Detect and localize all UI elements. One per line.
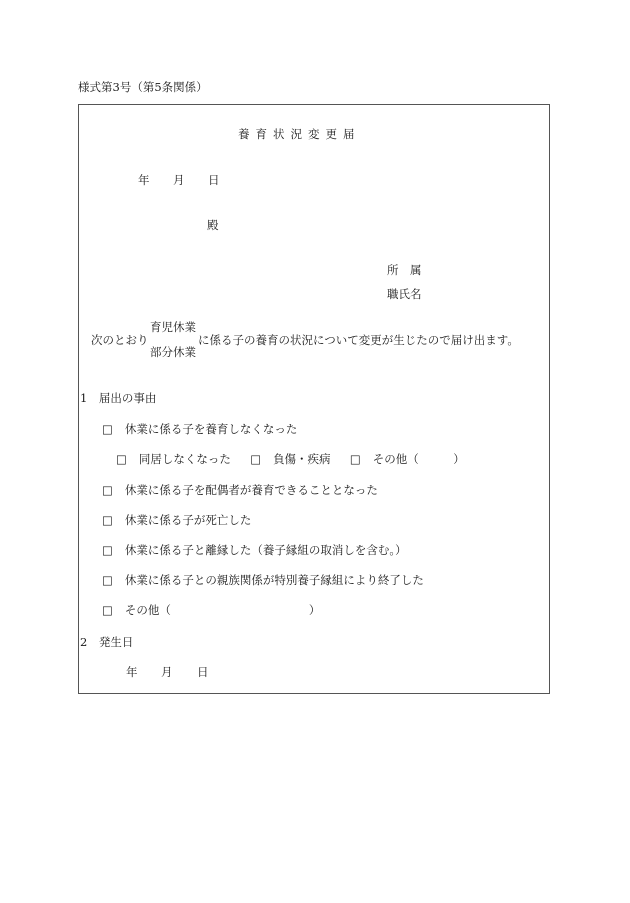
section-2-heading: 2 発生日 bbox=[80, 635, 134, 649]
date-year: 年 bbox=[138, 173, 150, 187]
checkbox-icon[interactable]: □ bbox=[102, 603, 113, 617]
reason-item bbox=[102, 424, 297, 436]
reason-item bbox=[102, 545, 407, 557]
reason-sub-items bbox=[116, 454, 465, 466]
checkbox-icon[interactable]: □ bbox=[349, 452, 361, 466]
section-1-heading: 1 届出の事由 bbox=[80, 391, 157, 405]
form-title: 養育状況変更届 bbox=[238, 127, 361, 141]
reason-label: 休業に係る子を配偶者が養育できることとなった bbox=[124, 483, 378, 497]
reason-label: 休業に係る子との親族関係が特別養子縁組により終了した bbox=[124, 573, 424, 587]
checkbox-icon[interactable]: □ bbox=[102, 543, 113, 557]
occurrence-month: 月 bbox=[161, 665, 173, 679]
statement-suffix: に係る子の養育の状況について変更が生じたので届け出ます。 bbox=[198, 333, 519, 347]
checkbox-icon[interactable]: □ bbox=[102, 483, 113, 497]
statement-option-partial-leave: 部分休業 bbox=[150, 345, 196, 359]
reason-label: 休業に係る子が死亡した bbox=[124, 513, 252, 527]
reason-item bbox=[102, 485, 378, 497]
reason-label: その他（ ） bbox=[124, 603, 321, 617]
occurrence-day: 日 bbox=[197, 665, 209, 679]
statement-prefix: 次のとおり bbox=[91, 333, 149, 347]
reason-item bbox=[102, 515, 251, 527]
date-day: 日 bbox=[208, 173, 220, 187]
sub-item-label: その他（ ） bbox=[372, 452, 465, 466]
date-month: 月 bbox=[173, 173, 185, 187]
addressee-suffix: 殿 bbox=[207, 218, 219, 232]
checkbox-icon[interactable]: □ bbox=[102, 422, 113, 436]
name-label: 職氏名 bbox=[387, 287, 422, 301]
sub-item-label: 負傷・疾病 bbox=[273, 452, 331, 466]
checkbox-icon[interactable]: □ bbox=[250, 452, 262, 466]
form-number: 様式第3号（第5条関係） bbox=[78, 80, 208, 94]
reason-item bbox=[102, 605, 320, 617]
occurrence-year: 年 bbox=[126, 665, 138, 679]
reason-item bbox=[102, 575, 424, 587]
sub-item-label: 同居しなくなった bbox=[138, 452, 231, 466]
checkbox-icon[interactable]: □ bbox=[102, 513, 113, 527]
statement-option-childcare-leave: 育児休業 bbox=[150, 320, 196, 334]
reason-label: 休業に係る子と離縁した（養子縁組の取消しを含む。） bbox=[124, 543, 407, 557]
checkbox-icon[interactable]: □ bbox=[102, 573, 113, 587]
checkbox-icon[interactable]: □ bbox=[116, 452, 127, 466]
affiliation-label: 所 属 bbox=[387, 263, 422, 277]
reason-label: 休業に係る子を養育しなくなった bbox=[124, 422, 298, 436]
